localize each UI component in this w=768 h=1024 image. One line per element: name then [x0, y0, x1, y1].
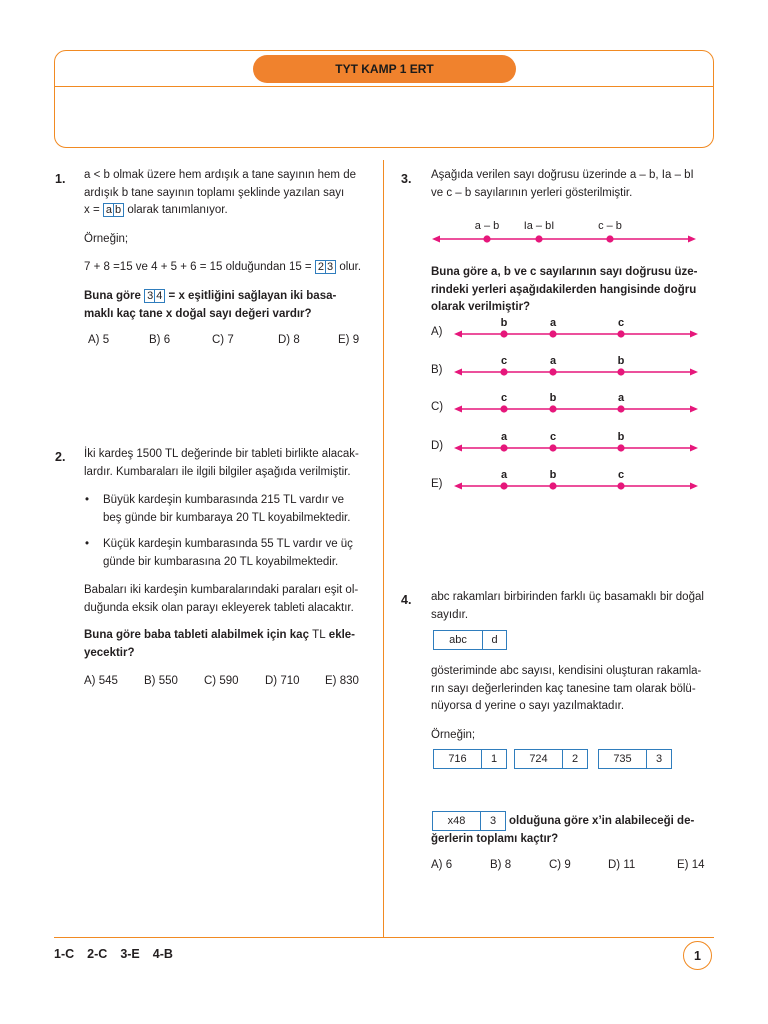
answer-4: 4-B — [152, 947, 173, 961]
q3-option-c-label-3: a — [617, 392, 625, 404]
q3-option-e-label-2: b — [549, 469, 557, 481]
q4-main-box-digit: d — [482, 631, 506, 649]
q3-number: 3. — [401, 172, 412, 186]
q1-choice-c[interactable]: C) 7 — [212, 334, 234, 346]
q1-ab-box: a b — [103, 203, 124, 217]
q3-option-c-label-1: c — [500, 392, 508, 404]
q4-intro: abc rakamları birbirinden farklı üç basamaklı bir doğal sayıdır. — [431, 591, 704, 621]
answer-1: 1-C — [54, 947, 75, 961]
q1-choice-d[interactable]: D) 8 — [278, 334, 300, 346]
q1-line3-pre: x = — [84, 204, 100, 216]
q3-question: Buna göre a, b ve c sayılarının sayı doğrusu üze- rindeki yerleri aşağıdakilerden hangisinde doğru olarak verilmiştir? — [431, 266, 698, 313]
q2-choice-b[interactable]: B) 550 — [144, 675, 178, 687]
q4-question-line1: olduğuna göre x’in alabileceği de- — [509, 815, 695, 827]
q3-option-b-label-1: c — [500, 355, 508, 367]
q3-option-d-label-2: c — [549, 431, 557, 443]
q2-bullet2: • Küçük kardeşin kumbarasında 55 TL vardır ve üç günde bir kumbarasına 20 TL koyabilmektedir. — [85, 538, 353, 568]
q2-bullet1: • Büyük kardeşin kumbarasında 215 TL vardır ve beş günde bir kumbaraya 20 TL koyabilmektedir. — [85, 494, 351, 524]
q3-given-label-3: c – b — [598, 220, 622, 232]
q2-number: 2. — [55, 450, 66, 464]
q3-option-line-c — [454, 405, 698, 412]
q2-paragraph: Babaları iki kardeşin kumbaralarındaki paraları eşit ol- duğunda eksik olan parayı ekleyerek tableti alacaktır. — [84, 584, 359, 614]
q1-choice-a[interactable]: A) 5 — [88, 334, 110, 346]
q3-option-line-a — [454, 330, 698, 337]
q3-option-c-label-2: b — [549, 392, 557, 404]
q4-question-box: x48 3 — [432, 811, 506, 831]
q4-example-3: 735 3 — [598, 749, 672, 769]
q2-choice-c[interactable]: C) 590 — [204, 675, 239, 687]
q3-option-line-d — [454, 444, 698, 451]
q4-choices — [431, 859, 705, 871]
q2-bullet1-dot: • — [85, 494, 90, 506]
q3-option-e-label-1: a — [500, 469, 508, 481]
q1-example-box: 2 3 — [315, 260, 336, 274]
q3-option-e-label-3: c — [617, 469, 625, 481]
q3-given-label-2: Ia – bI — [523, 220, 555, 232]
q4-example-label: Örneğin; — [431, 729, 476, 741]
q2-choice-d[interactable]: D) 710 — [265, 675, 300, 687]
q4-choice-b[interactable]: B) 8 — [490, 859, 512, 871]
q3-intro: Aşağıda verilen sayı doğrusu üzerinde a – b, Ia – bI ve c – b sayılarının yerleri gösterilmiştir. — [431, 169, 694, 199]
answer-key — [54, 947, 173, 961]
q2-question: Buna göre baba tableti alabilmek için kaç TL ekle- yecektir? — [84, 629, 356, 659]
q2-choice-e[interactable]: E) 830 — [325, 675, 359, 687]
q4-paragraph: gösteriminde abc sayısı, kendisini oluşturan rakamla- rın sayı değerlerinden kaç tanesine tam olarak bölü- nüyorsa d yerine o sayı yazılmaktadır. — [431, 665, 702, 712]
q3-option-a-label-1: b — [500, 317, 508, 329]
q3-option-line-b — [454, 368, 698, 375]
q1-question-post: = x eşitliğini sağlayan iki basa- — [168, 290, 337, 302]
q3-option-a[interactable]: A) — [431, 326, 443, 338]
page-number: 1 — [683, 941, 712, 970]
q4-choice-c[interactable]: C) 9 — [549, 859, 571, 871]
q1-choice-e[interactable]: E) 9 — [338, 334, 360, 346]
q2-bullet2-dot: • — [85, 538, 90, 550]
q2-line1: İki kardeş 1500 TL değerinde bir tableti birlikte alacak- — [84, 448, 359, 460]
q2-line2: lardır. Kumbaraları ile ilgili bilgiler aşağıda verilmiştir. — [84, 465, 351, 478]
q4-choice-d[interactable]: D) 11 — [608, 859, 636, 871]
q4-example-2: 724 2 — [514, 749, 588, 769]
q4-number: 4. — [401, 593, 412, 607]
q1-line3-post: olarak tanımlanıyor. — [127, 204, 228, 216]
q4-question-line2: ğerlerin toplamı kaçtır? — [431, 833, 559, 845]
q1-question-pre: Buna göre — [84, 290, 141, 302]
q1-number: 1. — [55, 172, 66, 186]
q4-main-box-number: abc — [449, 634, 467, 646]
q1-example-pre: 7 + 8 =15 ve 4 + 5 + 6 = 15 olduğundan 15 = — [84, 261, 312, 273]
q3-option-c[interactable]: C) — [431, 401, 444, 413]
q4-main-box — [433, 630, 507, 650]
q3-option-a-label-3: c — [617, 317, 625, 329]
q3-option-b-label-2: a — [549, 355, 557, 367]
q3-option-b-label-3: b — [617, 355, 625, 367]
q2-choice-a[interactable]: A) 545 — [84, 675, 118, 687]
q3-given-line — [432, 235, 696, 242]
q1-choice-b[interactable]: B) 6 — [149, 334, 171, 346]
q3-option-d[interactable]: D) — [431, 440, 444, 452]
q1-line2: ardışık b tane sayının toplamı şeklinde yazılan sayı — [84, 186, 345, 199]
q1-example-post: olur. — [339, 261, 362, 273]
answer-2: 2-C — [87, 947, 108, 961]
footer-line — [54, 937, 714, 938]
answer-3: 3-E — [120, 947, 140, 961]
q3-option-d-label-3: b — [617, 431, 625, 443]
q3-option-e[interactable]: E) — [431, 478, 443, 490]
q4-choice-e[interactable]: E) 14 — [677, 859, 705, 871]
q3-option-b[interactable]: B) — [431, 364, 443, 376]
q4-choice-a[interactable]: A) 6 — [431, 859, 453, 871]
header-title: TYT KAMP 1 ERT — [253, 55, 516, 83]
q4-example-1: 716 1 — [433, 749, 507, 769]
q3-option-line-e — [454, 482, 698, 489]
q3-given-label-1: a – b — [474, 220, 500, 232]
q1-question-box: 3 4 — [144, 289, 165, 303]
q2-question-tl: TL — [312, 629, 326, 641]
q1-line1: a < b olmak üzere hem ardışık a tane sayının hem de — [84, 169, 356, 181]
q1-question-line2: maklı kaç tane x doğal sayı değeri vardır? — [84, 307, 312, 320]
q3-option-d-label-1: a — [500, 431, 508, 443]
q1-example-label: Örneğin; — [84, 233, 129, 245]
q3-option-a-label-2: a — [549, 317, 557, 329]
